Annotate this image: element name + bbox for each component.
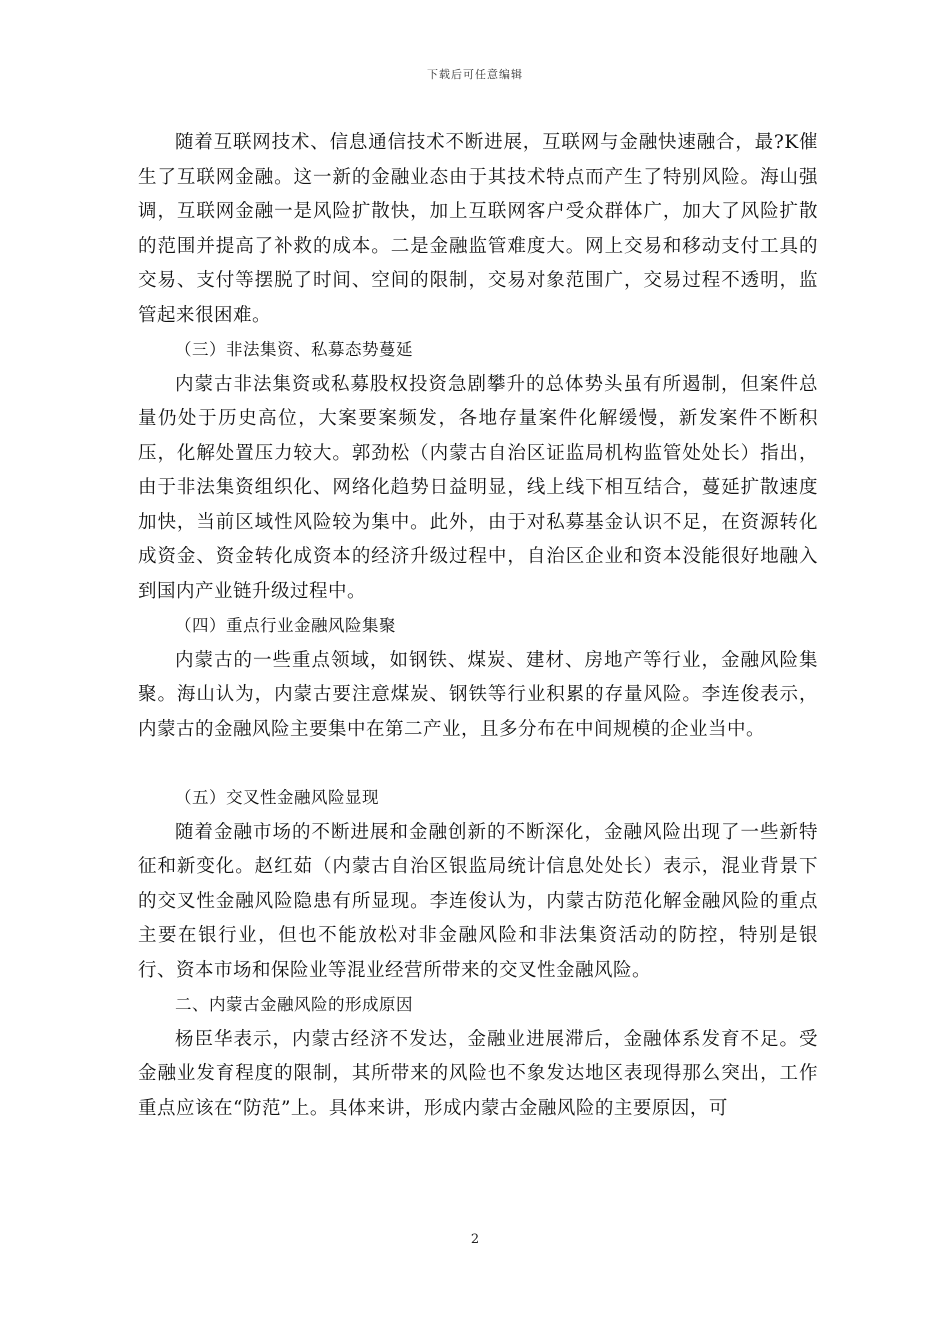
paragraph-causes: 杨臣华表示，内蒙古经济不发达，金融业进展滞后，金融体系发育不足。受金融业发育程度的限制，其所带来的风险也不象发达地区表现得那么突出，工作重点应该在“防范”上。具体来讲，形成内蒙古金融风险的主要原因，可: [138, 1028, 818, 1119]
heading-key-industries: （四）重点行业金融风险集聚: [175, 616, 396, 635]
paragraph-key-industries: 内蒙古的一些重点领域，如钢铁、煤炭、建材、房地产等行业，金融风险集聚。海山认为，内蒙古要注意煤炭、钢铁等行业积累的存量风险。李连俊表示，内蒙古的金融风险主要集中在第二产业，且多分布在中间规模的企业当中。: [138, 649, 818, 740]
paragraph-illegal-fundraising: 内蒙古非法集资或私募股权投资急剧攀升的总体势头虽有所遏制，但案件总量仍处于历史高位，大案要案频发，各地存量案件化解缓慢，新发案件不断积压，化解处置压力较大。郭劲松（内蒙古自治区证监局机构监管处处长）指出，由于非法集资组织化、网络化趋势日益明显，线上线下相互结合，蔓延扩散速度加快，当前区域性风险较为集中。此外，由于对私募基金认识不足，在资源转化成资金、资金转化成资本的经济升级过程中，自治区企业和资本没能很好地融入到国内产业链升级过程中。: [138, 373, 818, 602]
page-number: 2: [470, 1232, 480, 1247]
heading-section-two: 二、内蒙古金融风险的形成原因: [175, 995, 413, 1014]
page-header: 下载后可任意编辑: [427, 68, 523, 81]
document-body: [138, 126, 818, 1126]
blank-line: [138, 747, 818, 781]
heading-cross-risk: （五）交叉性金融风险显现: [175, 788, 379, 807]
paragraph-internet-finance: 随着互联网技术、信息通信技术不断进展，互联网与金融快速融合，最?K催生了互联网金融。这一新的金融业态由于其技术特点而产生了特别风险。海山强调，互联网金融一是风险扩散快，加上互联网客户受众群体广，加大了风险扩散的范围并提高了补救的成本。二是金融监管难度大。网上交易和移动支付工具的交易、支付等摆脱了时间、空间的限制，交易对象范围广，交易过程不透明，监管起来很困难。: [138, 132, 818, 326]
heading-illegal-fundraising: （三）非法集资、私募态势蔓延: [175, 340, 413, 359]
paragraph-cross-risk: 随着金融市场的不断进展和金融创新的不断深化，金融风险出现了一些新特征和新变化。赵红茹（内蒙古自治区银监局统计信息处处长）表示，混业背景下的交叉性金融风险隐患有所显现。李连俊认为，内蒙古防范化解金融风险的重点主要在银行业，但也不能放松对非金融风险和非法集资活动的防控，特别是银行、资本市场和保险业等混业经营所带来的交叉性金融风险。: [138, 821, 818, 981]
